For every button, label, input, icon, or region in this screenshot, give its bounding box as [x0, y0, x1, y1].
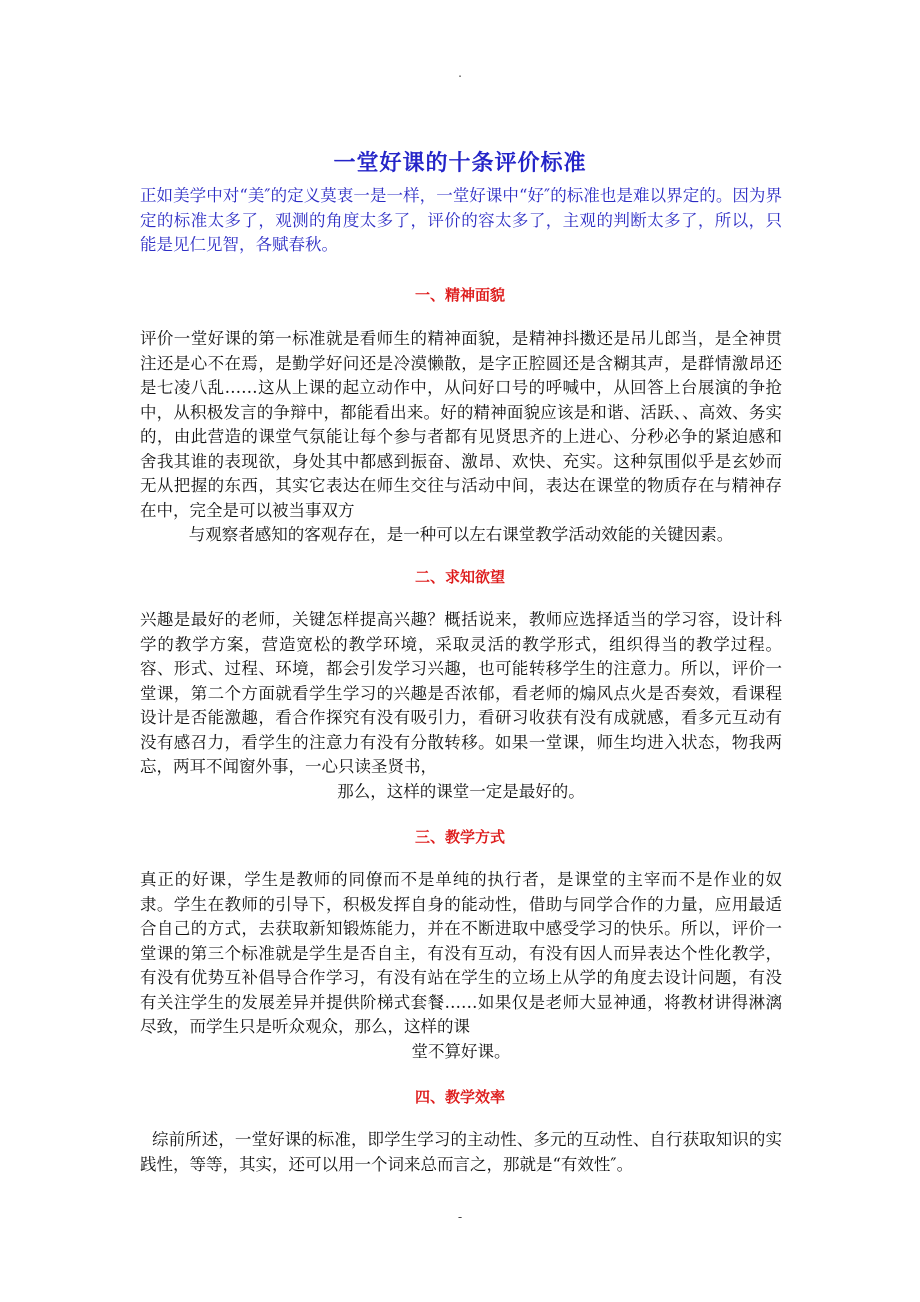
- intro-paragraph: 正如美学中对“美″的定义莫衷一是一样，一堂好课中“好″的标准也是难以界定的。因为界定的标准太多了，观测的角度太多了，评价的容太多了，主观的判断太多了，所以，只能是见仁见智，各赋春秋。: [140, 186, 782, 254]
- section-heading-4: 四、教学效率: [414, 1088, 505, 1106]
- section-body-1: [140, 327, 782, 548]
- section-heading-1: 一、精神面貌: [414, 286, 505, 304]
- section-body-3-tail: 堂不算好课。: [411, 1041, 511, 1061]
- footer-mark: -: [457, 1210, 463, 1224]
- section-body-3: [140, 868, 782, 1064]
- section-body-2-text: 兴趣是最好的老师，关键怎样提高兴趣？概括说来，教师应选择适当的学习容，设计科学的教学方案，营造宽松的教学环境，采取灵活的教学形式，组织得当的教学过程。容、形式、过程、环境，都会引发学习兴趣，也可能转移学生的注意力。所以，评价一堂课，第二个方面就看学生学习的兴趣是否浓郁，看老师的煽风点火是否奏效，看课程设计是否能激趣，看合作探究有没有吸引力，看研习收获有没有成就感，看多元互动有没有感召力，看学生的注意力有没有分散转移。如果一堂课，师生均进入状态，物我两忘，两耳不闻窗外事，一心只读圣贤书，: [140, 610, 782, 776]
- header-mark: .: [458, 66, 462, 80]
- document-title: 一堂好课的十条评价标准: [333, 150, 587, 176]
- section-body-2: [140, 608, 782, 804]
- section-body-1-tail: 与观察者感知的客观存在，是一种可以左右课堂教学活动效能的关键因素。: [188, 525, 734, 544]
- section-body-3-text: 真正的好课，学生是教师的同僚而不是单纯的执行者，是课堂的主宰而不是作业的奴隶。学生在教师的引导下，积极发挥自身的能动性，借助与同学合作的力量，应用最适合自己的方式，去获取新知锻炼能力，并在不断进取中感受学习的快乐。所以，评价一堂课的第三个标准就是学生是否自主，有没有互动，有没有因人而异表达个性化教学，有没有优势互补倡导合作学习，有没有站在学生的立场上从学的角度去设计问题，有没有关注学生的发展差异并提供阶梯式套餐……如果仅是老师大显神通，将教材讲得淋漓尽致，而学生只是听众观众，那么，这样的课: [140, 870, 782, 1036]
- section-heading-2: 二、求知欲望: [414, 568, 505, 586]
- section-body-1-text: 评价一堂好课的第一标准就是看师生的精神面貌，是精神抖擞还是吊儿郎当，是全神贯注还是心不在焉，是勤学好问还是冷漠懒散，是字正腔圆还是含糊其声，是群情激昂还是七凌八乱……这从上课的起立动作中，从问好口号的呼喊中，从回答上台展演的争抢中，从积极发言的争辩中，都能看出来。好的精神面貌应该是和谐、活跃、、高效、务实的，由此营造的课堂气氛能让每个参与者都有见贤思齐的上进心、分秒必争的紧迫感和舍我其谁的表现欲，身处其中都感到振奋、激昂、欢快、充实。这种氛围似乎是玄妙而无从把握的东西，其实它表达在师生交往与活动中间，表达在课堂的物质存在与精神存在中，完全是可以被当事双方: [140, 329, 782, 520]
- section-body-2-tail: 那么，这样的课堂一定是最好的。: [337, 781, 585, 801]
- section-body-4: 综前所述，一堂好课的标准，即学生学习的主动性、多元的互动性、自行获取知识的实践性，等等，其实，还可以用一个词来总而言之，那就是“有效性″。: [140, 1130, 782, 1174]
- section-heading-3: 三、教学方式: [414, 828, 505, 846]
